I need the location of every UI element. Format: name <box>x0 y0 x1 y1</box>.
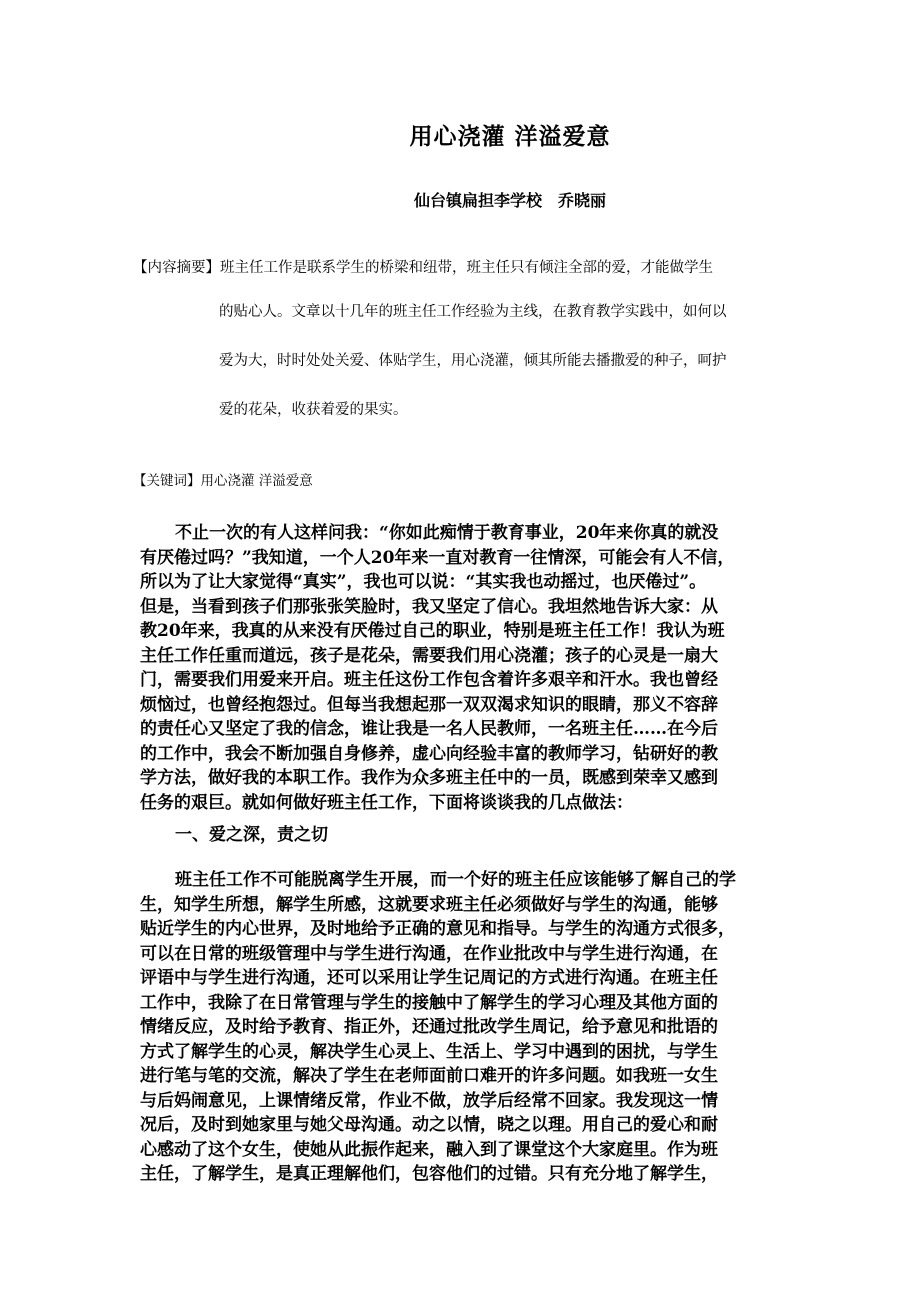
abstract-line: 爱为大，时时处处关爱、体贴学生，用心浇灌，倾其所能去播撒爱的种子，呵护 <box>219 353 727 369</box>
abstract-line: 爱的花朵，收获着爱的果实。 <box>219 402 408 418</box>
paragraph-line: 情绪反应，及时给予教育、指正外，还通过批改学生周记，给予意见和批语的 <box>140 1017 718 1037</box>
author-line: 仙台镇扁担李学校 乔晓丽 <box>413 191 606 210</box>
paragraph-line: 任务的艰巨。就如何做好班主任工作，下面将谈谈我的几点做法： <box>140 792 633 813</box>
paragraph-line: 评语中与学生进行沟通，还可以采用让学生记周记的方式进行沟通。在班主任 <box>140 968 718 988</box>
paragraph-line: 的工作中，我会不断加强自身修养，虚心向经验丰富的教师学习，钻研好的教 <box>140 743 718 764</box>
paragraph-line: 有厌倦过吗？”我知道，一个人20年来一直对教育一往情深，可能会有人不信， <box>140 547 735 568</box>
document-title: 用心浇灌 洋溢爱意 <box>409 123 611 150</box>
paragraph-line: 可以在日常的班级管理中与学生进行沟通，在作业批改中与学生进行沟通，在 <box>140 943 718 964</box>
abstract-line: 的贴心人。文章以十几年的班主任工作经验为主线，在教育教学实践中，如何以 <box>219 304 727 320</box>
paragraph-line: 主任，了解学生，是真正理解他们，包容他们的过错。只有充分地了解学生， <box>140 1164 718 1184</box>
paragraph-line: 生，知学生所想，解学生所感，这就要求班主任必须做好与学生的沟通，能够 <box>140 894 718 915</box>
paragraph-line: 门，需要我们用爱来开启。班主任这份工作包含着许多艰辛和汗水。我也曾经 <box>140 670 718 690</box>
paragraph-section-one <box>140 868 780 1187</box>
section-heading-text: 一、爱之深，责之切 <box>175 825 328 845</box>
paragraph-line: 心感动了这个女生，使她从此振作起来，融入到了课堂这个大家庭里。作为班 <box>140 1139 718 1160</box>
paragraph-line: 班主任工作不可能脱离学生开展，而一个好的班主任应该能够了解自己的学 <box>175 870 736 890</box>
section-heading <box>140 823 780 848</box>
paragraph-intro <box>140 521 780 815</box>
paragraph-line: 但是，当看到孩子们那张张笑脸时，我又坚定了信心。我坦然地告诉大家：从 <box>140 596 718 617</box>
paragraph-line: 方式了解学生的心灵，解决学生心灵上、生活上、学习中遇到的困扰，与学生 <box>140 1041 718 1062</box>
paragraph-line: 学方法，做好我的本职工作。我作为众多班主任中的一员，既感到荣幸又感到 <box>140 768 718 788</box>
paragraph-line: 教20年来，我真的从来没有厌倦过自己的职业，特别是班主任工作！我认为班 <box>140 621 725 641</box>
abstract-body <box>219 300 799 447</box>
paragraph-line: 所以为了让大家觉得“真实”，我也可以说：“其实我也动摇过，也厌倦过”。 <box>140 572 707 592</box>
paragraph-line: 进行笔与笔的交流，解决了学生在老师面前口难开的许多问题。如我班一女生 <box>140 1066 718 1086</box>
paragraph-line: 的责任心又坚定了我的信念，谁让我是一名人民教师，一名班主任……在今后 <box>140 719 718 739</box>
paragraph-line: 工作中，我除了在日常管理与学生的接触中了解学生的学习心理及其他方面的 <box>140 992 718 1013</box>
paragraph-line: 主任工作任重而道远，孩子是花朵，需要我们用心浇灌；孩子的心灵是一扇大 <box>140 645 718 666</box>
paragraph-line: 贴近学生的内心世界，及时地给予正确的意见和指导。与学生的沟通方式很多， <box>140 919 735 939</box>
abstract-first-line: 【内容摘要】班主任工作是联系学生的桥梁和纽带，班主任只有倾注全部的爱，才能做学生 <box>133 260 713 276</box>
paragraph-line: 与后妈闹意见，上课情绪反常，作业不做，放学后经常不回家。我发现这一情 <box>140 1090 718 1111</box>
paragraph-line: 不止一次的有人这样问我：“你如此痴情于教育事业，20年来你真的就没 <box>175 523 719 543</box>
paragraph-line: 烦恼过，也曾经抱怨过。但每当我想起那一双双渴求知识的眼睛，那义不容辞 <box>140 694 718 715</box>
keywords-line: 【关键词】用心浇灌 洋溢爱意 <box>133 473 313 489</box>
paragraph-line: 况后，及时到她家里与她父母沟通。动之以情，晓之以理。用自己的爱心和耐 <box>140 1115 718 1135</box>
